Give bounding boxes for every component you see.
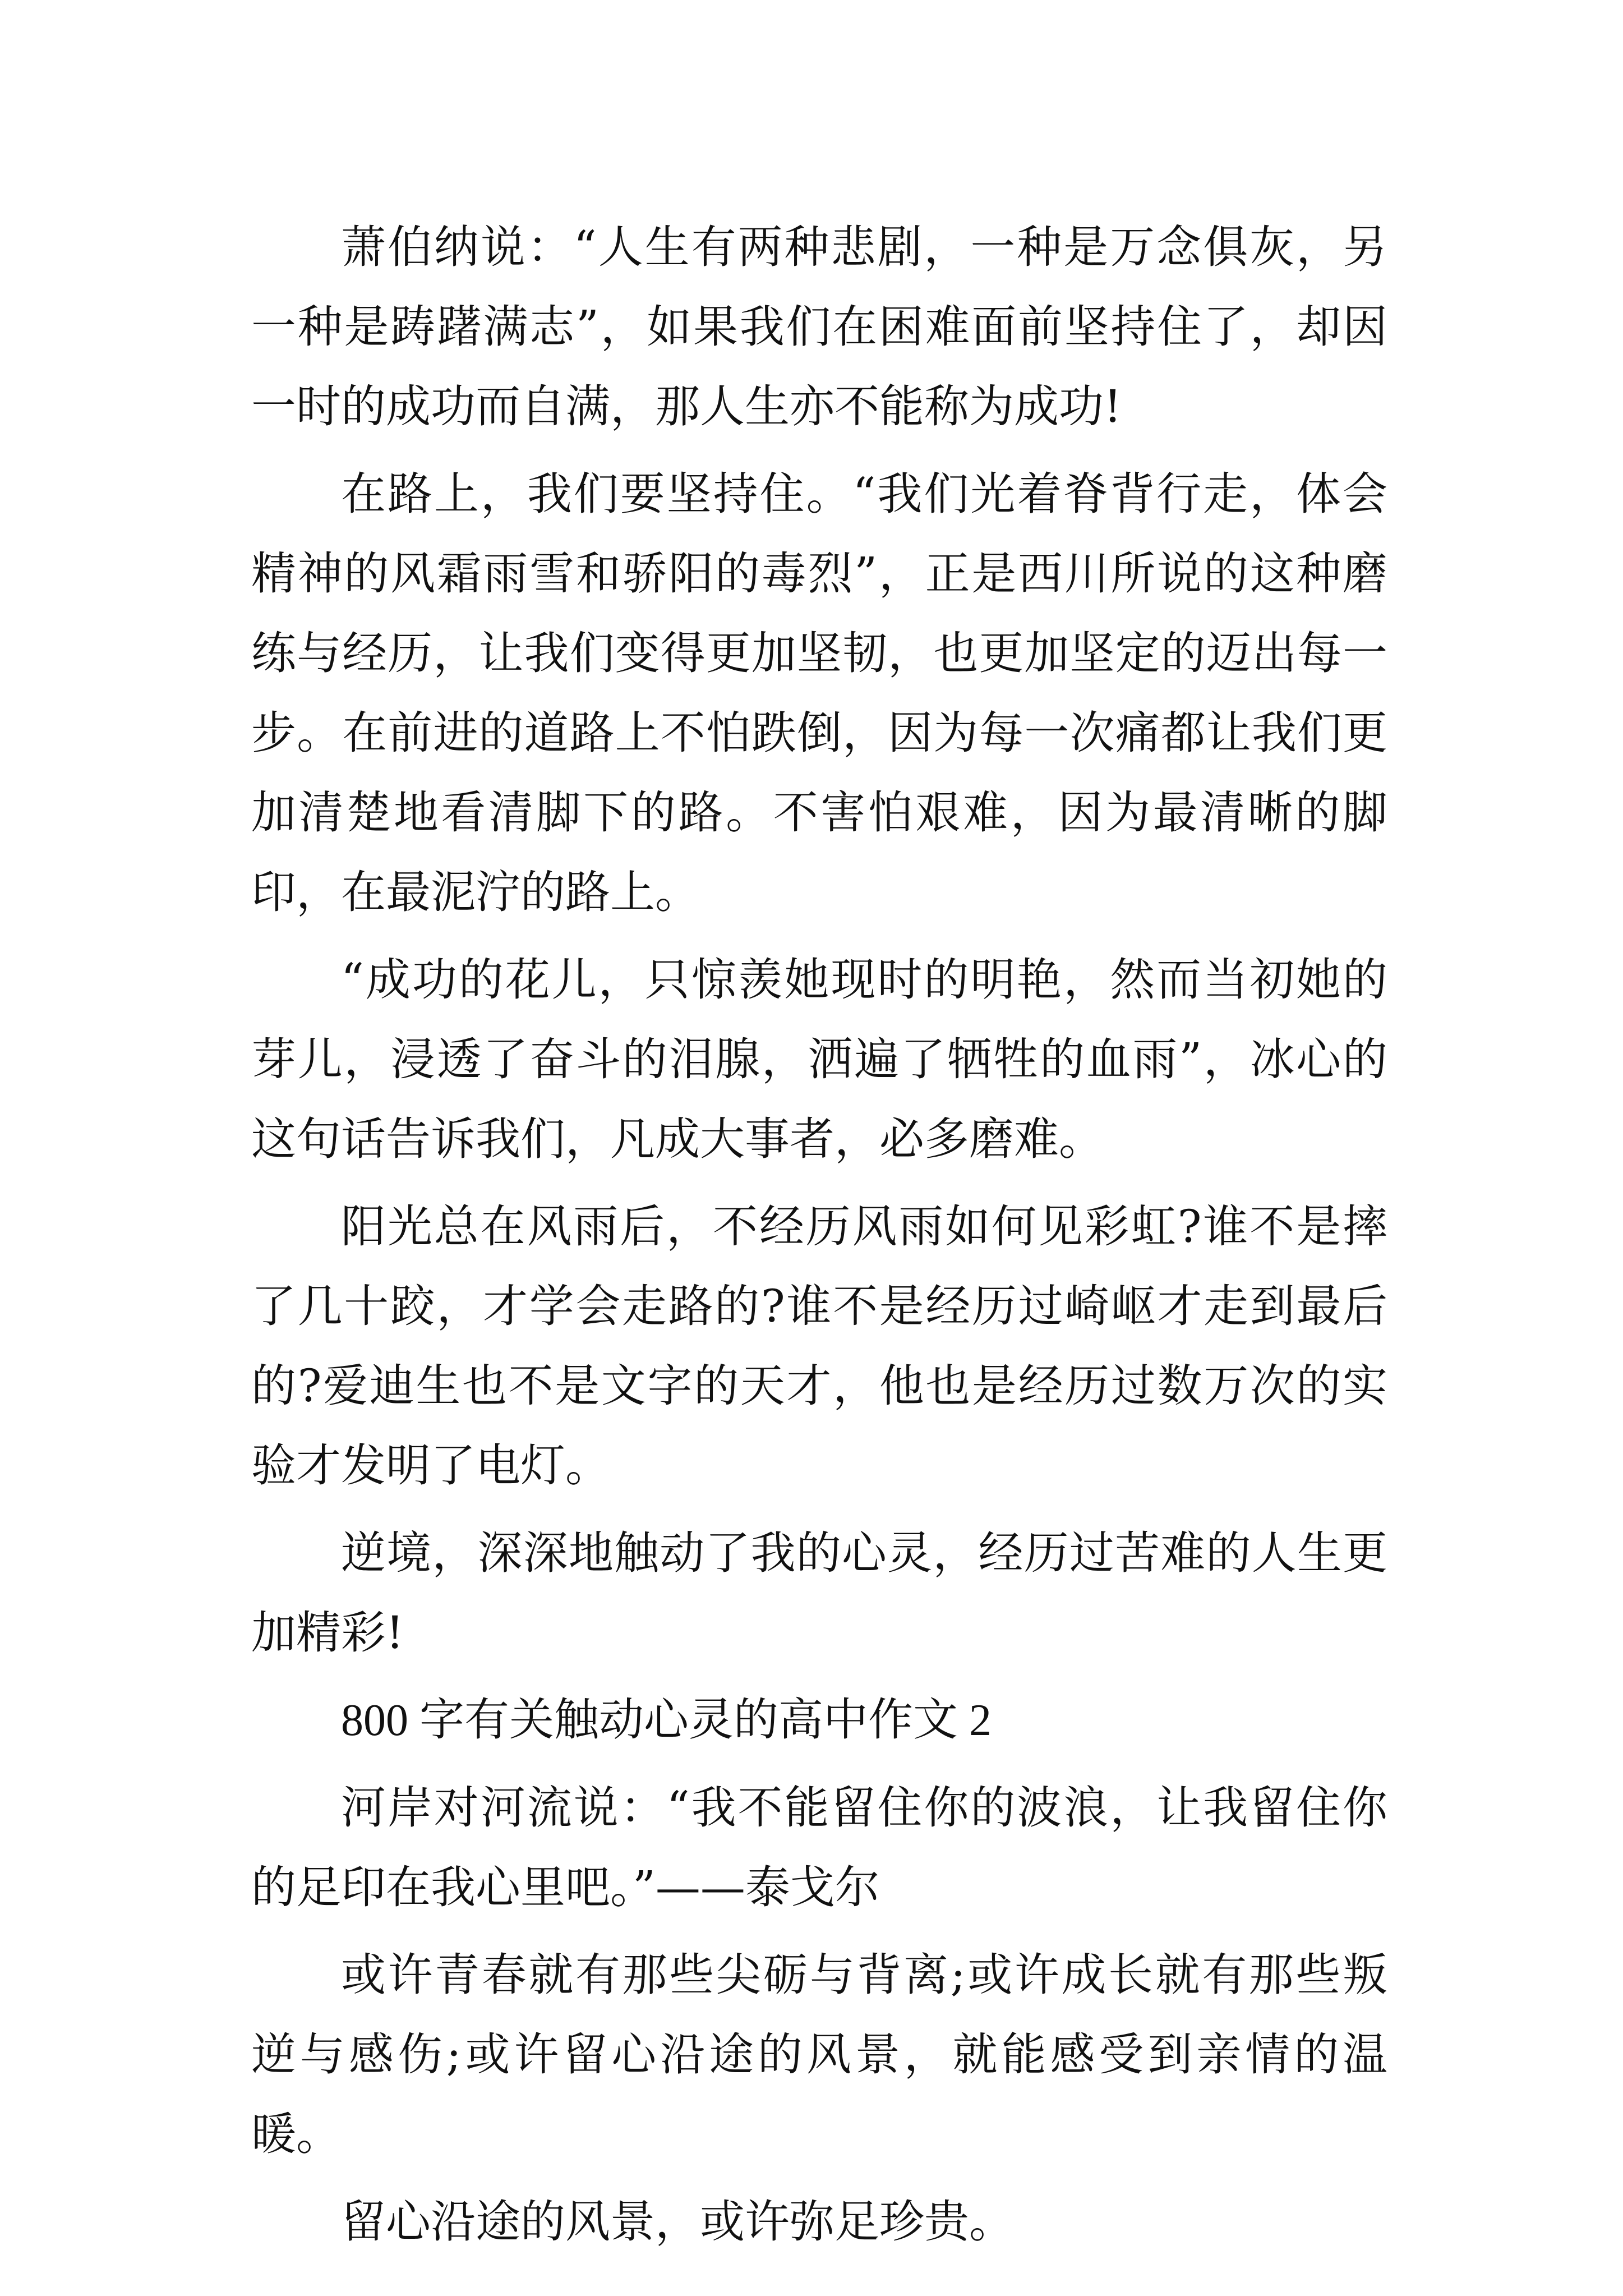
paragraph-7: 或许青春就有那些尖砺与背离;或许成长就有那些叛逆与感伤;或许留心沿途的风景，就能感受到亲情的温暖。	[251, 1949, 1387, 2160]
paragraph-4: 阳光总在风雨后，不经历风雨如何见彩虹?谁不是摔了几十跤，才学会走路的?谁不是经历过崎岖才走到最后的?爱迪生也不是文字的天才，他也是经历过数万次的实验才发明了电灯。	[251, 1200, 1387, 1492]
paragraph-6: 河岸对河流说：“我不能留住你的波浪，让我留住你的足印在我心里吧。”——泰戈尔	[251, 1782, 1387, 1913]
section-heading: 800 字有关触动心灵的高中作文 2	[341, 1696, 992, 1745]
paragraph-2: 在路上，我们要坚持住。“我们光着脊背行走，体会精神的风霜雨雪和骄阳的毒烈”，正是西川所说的这种磨练与经历，让我们变得更加坚韧，也更加坚定的迈出每一步。在前进的道路上不怕跌倒，因为每一次痛都让我们更加清楚地看清脚下的路。不害怕艰难，因为最清晰的脚印，在最泥泞的路上。	[251, 468, 1387, 918]
paragraph-1: 萧伯纳说：“人生有两种悲剧，一种是万念俱灰，另一种是踌躇满志”，如果我们在困难面前坚持住了，却因一时的成功而自满，那人生亦不能称为成功!	[251, 221, 1387, 432]
paragraph-5: 逆境，深深地触动了我的心灵，经历过苦难的人生更加精彩!	[251, 1527, 1387, 1659]
paragraph-8: 留心沿途的风景，或许弥足珍贵。	[341, 2196, 1014, 2248]
document-body	[251, 208, 1387, 2270]
paragraph-3: “成功的花儿，只惊羡她现时的明艳，然而当初她的芽儿，浸透了奋斗的泪腺，洒遍了牺牲的血雨”，冰心的这句话告诉我们，凡成大事者，必多磨难。	[251, 954, 1387, 1165]
